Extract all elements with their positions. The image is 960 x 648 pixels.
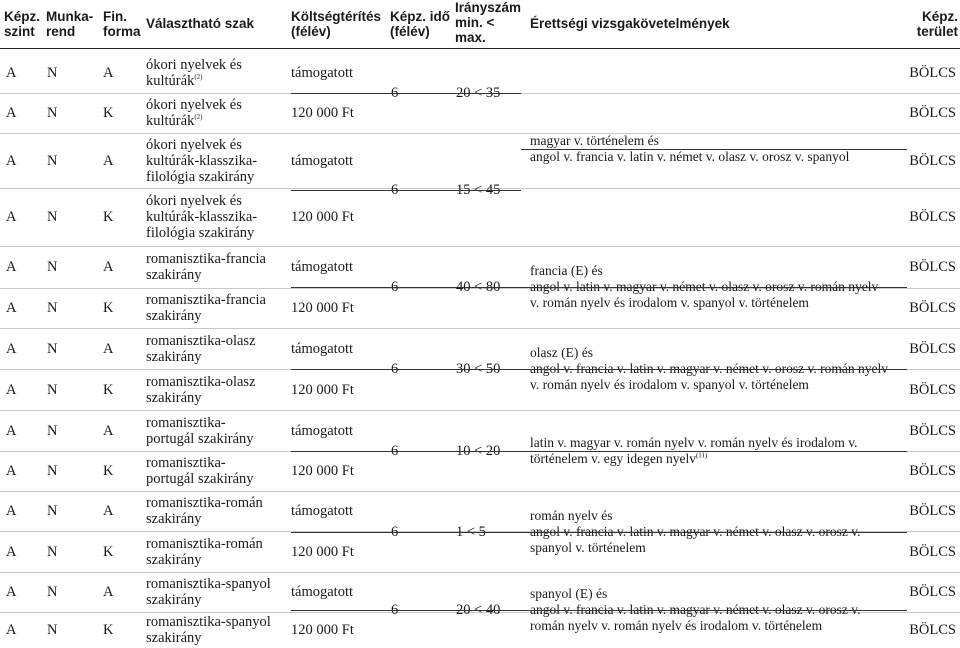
group-bracket-line: [291, 610, 521, 611]
row-divider: [0, 491, 960, 492]
program-name: ókori nyelvek és kultúrák: [146, 56, 242, 89]
footnote-marker: (2): [194, 72, 203, 81]
cell-area: BÖLCS: [909, 300, 956, 316]
cell-program: [146, 576, 272, 608]
header-divider: [0, 48, 960, 49]
cell-schedule: N: [47, 64, 58, 81]
header-schedule: Munka-rend: [46, 9, 94, 39]
footnote-marker: (2): [194, 113, 203, 122]
requirement-line: spanyol v. történelem: [530, 539, 646, 555]
cell-area: BÖLCS: [909, 584, 956, 600]
group-bracket-line: [291, 287, 521, 288]
cell-cost: 120 000 Ft: [291, 105, 354, 121]
cell-funding: K: [103, 300, 114, 316]
cell-area: BÖLCS: [909, 422, 956, 439]
cell-program: [146, 292, 272, 324]
cell-area: BÖLCS: [909, 259, 956, 275]
cell-cost: 120 000 Ft: [291, 209, 354, 225]
cell-program: [146, 333, 272, 365]
header-requirements: Érettségi vizsgakövetelmények: [530, 16, 730, 31]
header-duration: Képz. idő (félév): [390, 9, 450, 39]
requirement-line: román nyelv és: [530, 507, 613, 523]
cell-level: A: [6, 503, 17, 519]
cell-program: [146, 415, 272, 447]
cell-level: A: [6, 463, 17, 479]
cell-level: A: [6, 64, 17, 81]
cell-schedule: N: [47, 543, 58, 560]
cell-area: BÖLCS: [909, 463, 956, 479]
table-header: [0, 0, 960, 48]
cell-funding: K: [103, 543, 114, 560]
cell-area: BÖLCS: [909, 105, 956, 121]
requirements-bracket-line: [521, 369, 907, 370]
cell-schedule: N: [47, 503, 58, 519]
program-name: romanisztika-francia szakirány: [146, 251, 266, 283]
header-funding: Fin. forma: [103, 9, 141, 39]
requirement-line: angol v. francia v. latin v. magyar v. német v. olasz v. orosz v.: [530, 602, 861, 617]
program-name: ókori nyelvek és kultúrák: [146, 97, 242, 129]
cell-program: [146, 57, 268, 89]
requirement-line: v. román nyelv és irodalom v. spanyol v. történelem: [530, 377, 809, 392]
cell-program: [146, 251, 272, 283]
cell-cost: támogatott: [291, 64, 354, 81]
cell-cost: 120 000 Ft: [291, 381, 354, 398]
cell-program: [146, 97, 268, 129]
cell-funding: A: [103, 340, 114, 357]
cell-quota: 30 < 50: [456, 361, 501, 377]
requirements-bracket-line: [521, 610, 907, 611]
cell-program: [146, 193, 272, 241]
cell-cost: 120 000 Ft: [291, 463, 354, 479]
cell-program: [146, 374, 272, 406]
row-divider: [0, 328, 960, 329]
cell-funding: A: [103, 152, 114, 169]
program-name: romanisztika-francia szakirány: [146, 292, 266, 324]
cell-level: A: [6, 340, 17, 357]
cell-area: BÖLCS: [909, 152, 956, 169]
group-bracket-line: [291, 93, 521, 94]
cell-quota: 20 < 40: [456, 602, 501, 618]
group-bracket-line: [291, 451, 521, 452]
cell-schedule: N: [47, 300, 58, 316]
cell-duration: 6: [391, 279, 399, 295]
cell-area: BÖLCS: [909, 503, 956, 519]
cell-schedule: N: [47, 622, 58, 638]
requirements-bracket-line: [521, 451, 907, 452]
cell-schedule: N: [47, 381, 58, 398]
program-name: romanisztika-román szakirány: [146, 495, 263, 527]
cell-level: A: [6, 105, 17, 121]
cell-funding: K: [103, 381, 114, 398]
requirements-bracket-line: [521, 287, 907, 288]
footnote-marker: (11): [695, 451, 708, 459]
cell-area: BÖLCS: [909, 340, 956, 357]
program-name: romanisztika-olasz szakirány: [146, 373, 256, 406]
cell-area: BÖLCS: [909, 543, 956, 560]
program-name: romanisztika-spanyol szakirány: [146, 614, 271, 646]
cell-cost: támogatott: [291, 259, 354, 275]
cell-funding: A: [103, 584, 114, 600]
group-bracket-line: [291, 532, 521, 533]
cell-cost: támogatott: [291, 422, 354, 439]
cell-level: A: [6, 584, 17, 600]
cell-funding: A: [103, 422, 114, 439]
requirement-line: angol v. latin v. magyar v. német v. olasz v. orosz v. román nyelv: [530, 279, 879, 294]
header-cost: Költségtérítés (félév): [291, 9, 382, 39]
cell-schedule: N: [47, 584, 58, 600]
cell-schedule: N: [47, 463, 58, 479]
cell-duration: 6: [391, 84, 399, 101]
cell-cost: támogatott: [291, 503, 354, 519]
cell-duration: 6: [391, 361, 399, 377]
section-divider: [0, 246, 960, 247]
cell-level: A: [6, 209, 17, 225]
requirement-line: román nyelv v. román nyelv és irodalom v. történelem: [530, 618, 823, 633]
cell-funding: A: [103, 259, 114, 275]
cell-area: BÖLCS: [909, 381, 956, 398]
header-quota: Irányszám min. < max.: [455, 0, 522, 45]
cell-funding: K: [103, 209, 114, 225]
cell-program: [146, 455, 272, 487]
header-level: Képz. szint: [4, 9, 41, 39]
requirement-line: angol v. francia v. latin v. német v. olasz v. orosz v. spanyol: [530, 149, 850, 164]
cell-area: BÖLCS: [909, 209, 956, 225]
cell-program: [146, 137, 272, 185]
cell-schedule: N: [47, 259, 58, 275]
group-bracket-line: [291, 369, 521, 370]
program-name: romanisztika-olasz szakirány: [146, 332, 256, 365]
cell-cost: 120 000 Ft: [291, 300, 354, 316]
cell-schedule: N: [47, 422, 58, 439]
cell-level: A: [6, 622, 17, 638]
requirement-line: olasz (E) és: [530, 345, 593, 360]
cell-funding: A: [103, 64, 114, 81]
requirement-line: francia (E) és: [530, 263, 603, 278]
cell-schedule: N: [47, 340, 58, 357]
cell-level: A: [6, 422, 17, 439]
cell-cost: támogatott: [291, 340, 354, 357]
cell-duration: 6: [391, 181, 399, 198]
cell-duration: 6: [391, 523, 399, 540]
cell-quota: 10 < 20: [456, 442, 501, 459]
program-name: romanisztika-spanyol szakirány: [146, 576, 271, 608]
cell-schedule: N: [47, 152, 58, 169]
requirements-bracket-line: [521, 532, 907, 533]
cell-area: BÖLCS: [909, 622, 956, 638]
cell-schedule: N: [47, 105, 58, 121]
cell-level: A: [6, 152, 17, 169]
requirement-line: angol v. francia v. latin v. magyar v. német v. orosz v. román nyelv: [530, 361, 889, 376]
requirement-line: történelem v. egy idegen nyelv$^{(11)}$: [530, 450, 708, 466]
cell-program: [146, 614, 272, 646]
cell-schedule: N: [47, 209, 58, 225]
program-name: ókori nyelvek és kultúrák-klasszika-filológia szakirány: [146, 193, 258, 241]
cell-program: [146, 536, 272, 568]
cell-program: [146, 495, 272, 527]
cell-area: BÖLCS: [909, 64, 956, 81]
requirement-line: angol v. francia v. latin v. magyar v. német v. olasz v. orosz v.: [530, 523, 861, 539]
requirement-line: latin v. magyar v. román nyelv v. román nyelv és irodalom v.: [530, 434, 858, 450]
requirement-line: v. román nyelv és irodalom v. spanyol v. történelem: [530, 295, 809, 310]
requirement-line: magyar v. történelem és: [530, 133, 659, 148]
program-name: romanisztika-portugál szakirány: [146, 455, 254, 487]
program-name: romanisztika-román szakirány: [146, 535, 263, 568]
cell-quota: 15 < 45: [456, 181, 501, 198]
requirements-bracket-line: [521, 149, 907, 150]
cell-quota: 1 < 5: [456, 523, 486, 540]
cell-cost: támogatott: [291, 152, 354, 169]
cell-funding: A: [103, 503, 114, 519]
header-program: Választható szak: [146, 16, 255, 31]
cell-level: A: [6, 300, 17, 316]
cell-cost: 120 000 Ft: [291, 622, 354, 638]
cell-funding: K: [103, 105, 114, 121]
program-name: romanisztika-portugál szakirány: [146, 414, 254, 447]
requirement-line: spanyol (E) és: [530, 586, 608, 601]
row-divider: [0, 410, 960, 411]
cell-level: A: [6, 543, 17, 560]
cell-cost: támogatott: [291, 584, 354, 600]
cell-quota: 40 < 80: [456, 279, 501, 295]
cell-quota: 20 < 35: [456, 84, 501, 101]
cell-duration: 6: [391, 602, 399, 618]
program-name: ókori nyelvek és kultúrák-klasszika-filológia szakirány: [146, 136, 258, 185]
cell-funding: K: [103, 622, 114, 638]
row-divider: [0, 572, 960, 573]
group-bracket-line: [291, 190, 521, 191]
cell-level: A: [6, 259, 17, 275]
cell-duration: 6: [391, 442, 399, 459]
header-area: Képz. terület: [916, 9, 958, 39]
cell-level: A: [6, 381, 17, 398]
cell-funding: K: [103, 463, 114, 479]
cell-cost: 120 000 Ft: [291, 543, 354, 560]
